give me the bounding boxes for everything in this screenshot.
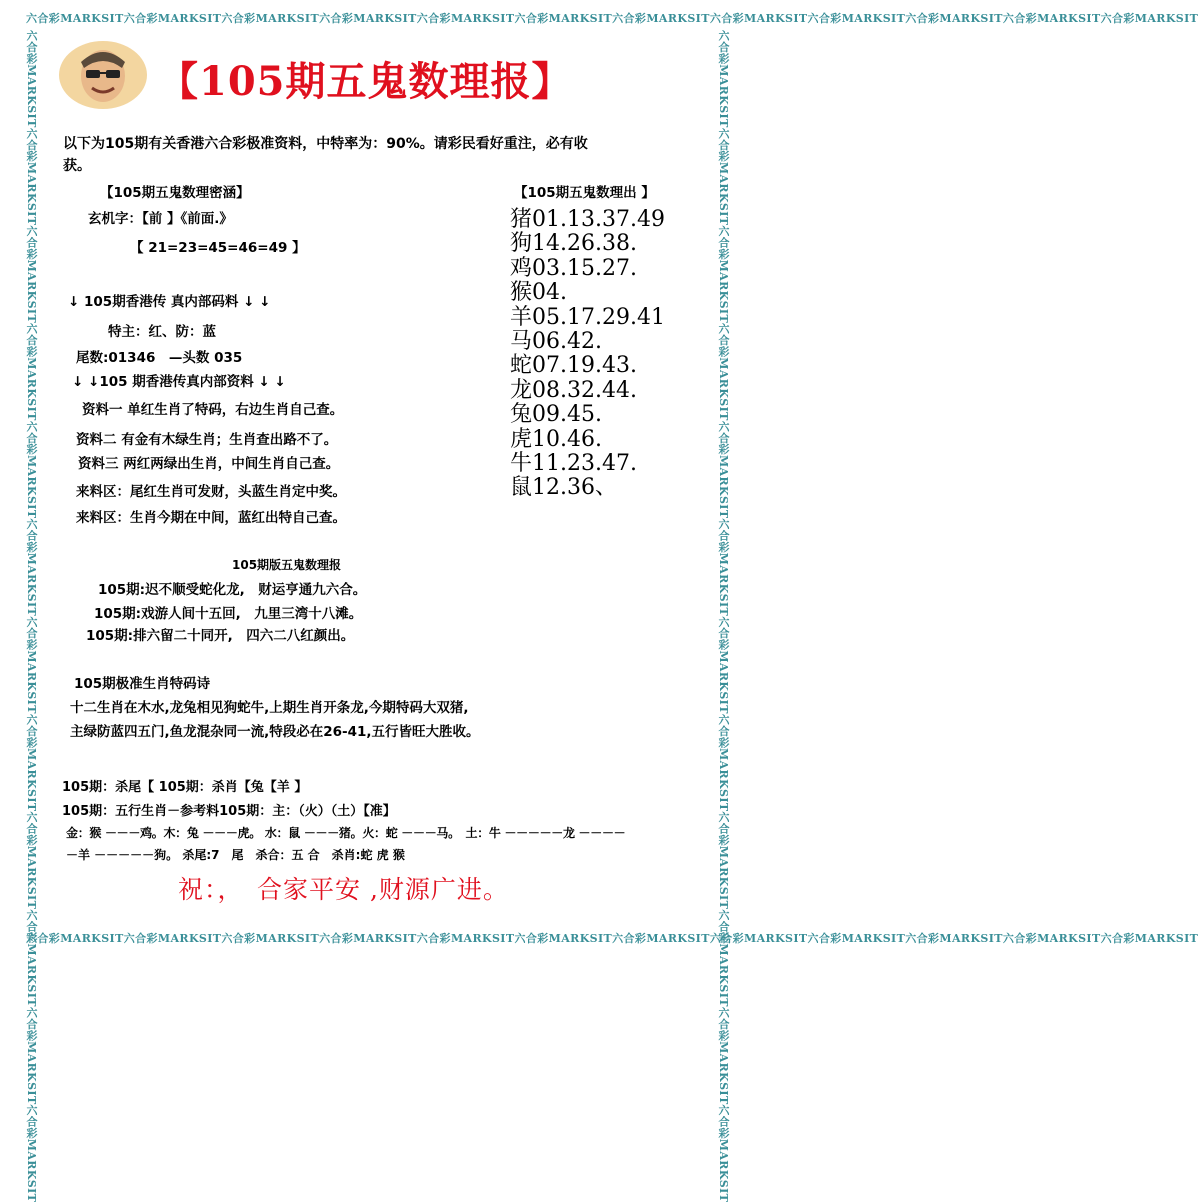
border-left: 六合彩MARKSIT六合彩MARKSIT六合彩MARKSIT六合彩MARKSIT六合彩MARKSIT六合彩MARKSIT六合彩MARKSIT六合彩MARKSIT六合彩MARKSIT六合彩MARKSIT六合彩MARKSIT六合彩MARKSIT [25, 30, 38, 1202]
zodiac-number-row: 鼠12.36、 [510, 475, 617, 501]
insider-row: 来料区：尾红生肖可发财，头蓝生肖定中奖。 [76, 484, 346, 500]
secret-numbers: 【 21=23=45=46=49 】 [130, 240, 306, 256]
secret-riddle: 玄机字：【前 】《前面.》 [88, 211, 233, 227]
poem-header: 105期版五鬼数理报 [232, 558, 342, 572]
insider-row: 资料二 有金有木绿生肖；生肖查出路不了。 [76, 432, 338, 448]
zodiac-numbers-list [510, 208, 665, 501]
bottom-line-3: 金：猴 －－－鸡。木：兔 －－－虎。 水：鼠 －－－猪。火：蛇 －－－马。 土：牛 －－－－－龙 －－－－ [66, 826, 626, 840]
bottom-line-1: 105期：杀尾【 105期：杀肖【兔【羊 】 [62, 780, 308, 795]
bottom-line-4: －羊 －－－－－狗。 杀尾:7 尾 杀合：五 合 杀肖:蛇 虎 猴 [66, 848, 405, 862]
border-bottom: 六合彩MARKSIT六合彩MARKSIT六合彩MARKSIT六合彩MARKSIT六合彩MARKSIT六合彩MARKSIT六合彩MARKSIT六合彩MARKSIT六合彩MARKSIT六合彩MARKSIT六合彩MARKSIT六合彩MARKSIT [26, 932, 1198, 945]
special-poem-header: 105期极准生肖特码诗 [74, 676, 211, 692]
zodiac-number-row: 狗14.26.38. [510, 231, 637, 257]
avatar [58, 40, 148, 110]
zodiac-number-row: 鸡03.15.27. [510, 255, 637, 281]
insider-header-2: ↓ ↓105 期香港传真内部资料 ↓ ↓ [72, 374, 286, 390]
intro-line-2: 获。 [63, 158, 91, 174]
zodiac-number-row: 马06.42. [510, 329, 602, 355]
insider-row: 资料一 单红生肖了特码，右边生肖自己查。 [82, 402, 344, 418]
insider-tail: 尾数:01346 —头数 035 [76, 350, 243, 366]
zodiac-number-row: 牛11.23.47. [510, 451, 637, 477]
border-right: 六合彩MARKSIT六合彩MARKSIT六合彩MARKSIT六合彩MARKSIT六合彩MARKSIT六合彩MARKSIT六合彩MARKSIT六合彩MARKSIT六合彩MARKSIT六合彩MARKSIT六合彩MARKSIT六合彩MARKSIT [717, 30, 730, 1202]
zodiac-number-row: 龙08.32.44. [510, 377, 637, 403]
zodiac-number-row: 猪01.13.37.49 [510, 207, 665, 232]
zodiac-numbers-header: 【105期五鬼数理出 】 [514, 185, 655, 201]
special-poem-line-2: 主绿防蓝四五门,鱼龙混杂同一流,特段必在26-41,五行皆旺大胜收。 [70, 724, 480, 740]
zodiac-number-row: 兔09.45. [510, 402, 602, 428]
insider-header: ↓ 105期香港传 真内部码料 ↓ ↓ [68, 294, 271, 310]
bottom-line-2: 105期：五行生肖－参考料105期：主：（火）（土）【准】 [62, 804, 396, 819]
zodiac-number-row: 蛇07.19.43. [510, 353, 637, 379]
insider-special: 特主：红、防：蓝 [108, 324, 216, 340]
poem-line: 105期:迟不顺受蛇化龙, 财运亨通九六合。 [98, 582, 367, 598]
border-top: 六合彩MARKSIT六合彩MARKSIT六合彩MARKSIT六合彩MARKSIT六合彩MARKSIT六合彩MARKSIT六合彩MARKSIT六合彩MARKSIT六合彩MARKSIT六合彩MARKSIT六合彩MARKSIT六合彩MARKSIT [26, 12, 1198, 25]
page-title: 【105期五鬼数理报】 [158, 58, 573, 105]
insider-row: 资料三 两红两绿出生肖，中间生肖自己查。 [78, 456, 340, 472]
zodiac-number-row: 羊05.17.29.41 [510, 304, 665, 330]
secret-header: 【105期五鬼数理密涵】 [100, 185, 250, 201]
blessing: 祝：， 合家平安 ,财源广进。 [178, 875, 509, 904]
zodiac-number-row: 虎10.46. [510, 426, 602, 452]
poem-line: 105期:排六留二十同开, 四六二八红颜出。 [86, 628, 355, 644]
insider-row: 来料区：生肖今期在中间，蓝红出特自己查。 [76, 510, 346, 526]
special-poem-line-1: 十二生肖在木水,龙兔相见狗蛇牛,上期生肖开条龙,今期特码大双猪, [70, 700, 469, 716]
intro-line-1: 以下为105期有关香港六合彩极准资料，中特率为：90%。请彩民看好重注，必有收 [63, 136, 588, 152]
poem-line: 105期:戏游人间十五回, 九里三湾十八滩。 [94, 606, 363, 622]
zodiac-number-row: 猴04. [510, 280, 567, 306]
